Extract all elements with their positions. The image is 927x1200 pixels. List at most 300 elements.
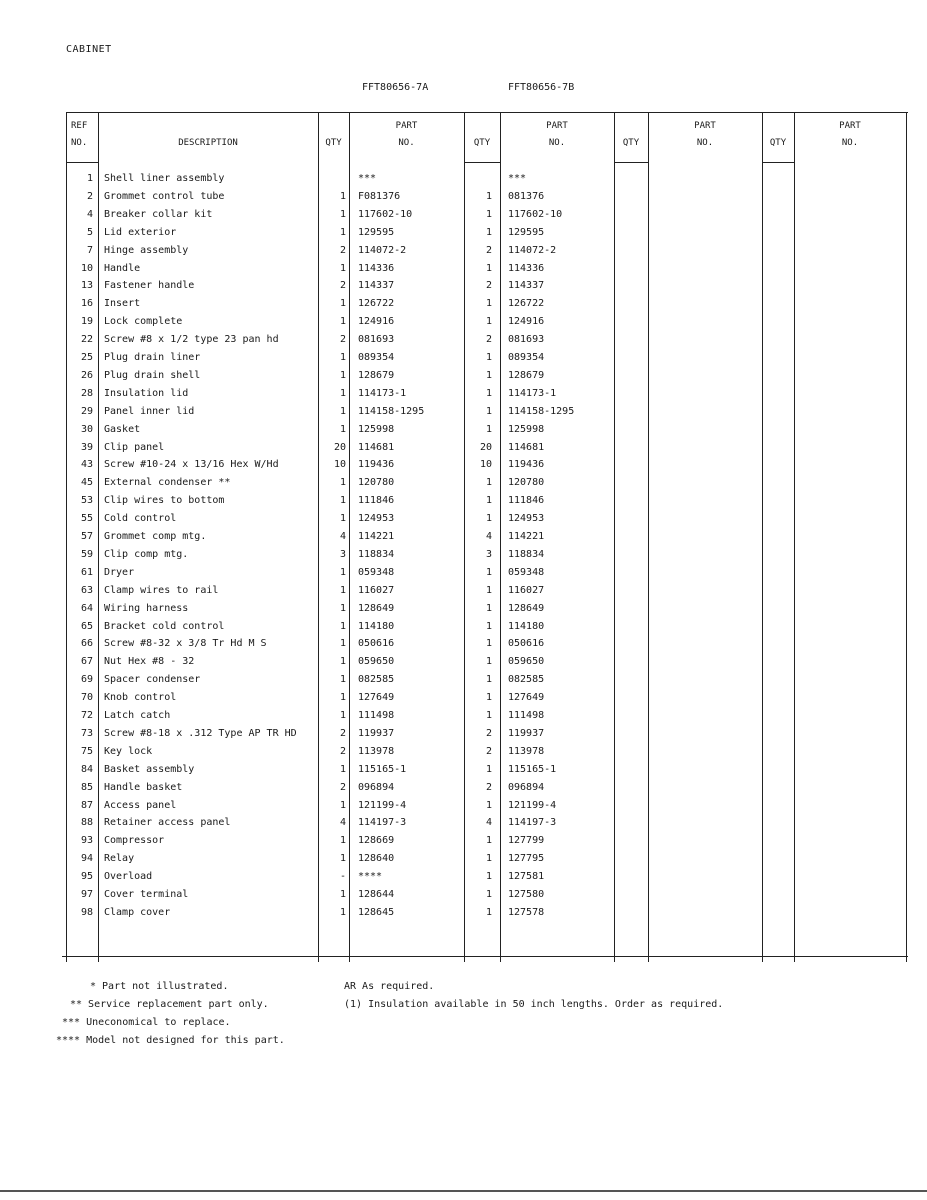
header-ref xyxy=(71,118,87,152)
part-number-model-b: 124916 xyxy=(508,316,545,328)
part-number-model-a: 119937 xyxy=(358,727,395,739)
ref-number: 45 xyxy=(80,477,93,489)
qty-model-a: 4 xyxy=(339,531,346,542)
part-description: Grommet control tube xyxy=(104,190,225,202)
part-number-model-b: 111846 xyxy=(508,495,545,507)
part-number-model-a: 111498 xyxy=(358,710,395,721)
table-row xyxy=(0,492,927,510)
ref-number: 19 xyxy=(80,316,93,328)
part-description: Screw #8-32 x 3/8 Tr Hd M S xyxy=(104,638,267,650)
header-part-b-line1: PART xyxy=(546,121,568,131)
ref-number: 5 xyxy=(86,226,93,238)
footnotes-left xyxy=(56,978,316,1050)
header-part-d-line1: PART xyxy=(839,121,861,131)
part-number-model-b: 128649 xyxy=(508,602,545,614)
header-description: DESCRIPTION xyxy=(178,138,238,148)
ref-number: 69 xyxy=(80,674,93,686)
table-row xyxy=(0,886,927,904)
table-row xyxy=(0,385,927,403)
part-description: Retainer access panel xyxy=(104,817,231,829)
footnote: *** Uneconomical to replace. xyxy=(62,1017,231,1028)
table-row xyxy=(0,725,927,743)
table-row xyxy=(0,439,927,457)
qty-model-b: 20 xyxy=(479,441,492,453)
qty-model-a: 1 xyxy=(339,692,346,704)
part-number-model-a: 096894 xyxy=(358,781,395,793)
table-row xyxy=(0,600,927,618)
part-number-model-b: 059650 xyxy=(508,656,545,668)
part-number-model-b: 118834 xyxy=(508,548,545,560)
table-row xyxy=(0,349,927,367)
qty-model-b: 2 xyxy=(485,280,492,292)
header-qty-c: QTY xyxy=(622,138,640,148)
footnote: ** Service replacement part only. xyxy=(70,999,269,1010)
qty-model-a: 1 xyxy=(339,316,346,328)
table-bottom-border xyxy=(62,956,908,957)
part-number-model-b: 114197-3 xyxy=(508,817,557,829)
qty-model-a: 1 xyxy=(339,835,346,847)
header-underline xyxy=(66,162,98,163)
part-description: Cold control xyxy=(104,513,177,525)
part-number-model-a: 114180 xyxy=(358,620,395,632)
page-title: CABINET xyxy=(66,44,112,55)
part-number-model-b: 113978 xyxy=(508,745,545,757)
part-number-model-a: 059650 xyxy=(358,656,395,668)
table-row xyxy=(0,528,927,546)
qty-model-b: 1 xyxy=(485,602,492,614)
header-part-b-line2: NO. xyxy=(548,138,566,148)
table-row xyxy=(0,313,927,331)
qty-model-a: 1 xyxy=(339,638,346,650)
qty-model-b: 1 xyxy=(485,405,492,417)
qty-model-a: 1 xyxy=(339,208,346,220)
qty-model-a: 1 xyxy=(339,298,346,310)
qty-model-b: 3 xyxy=(485,548,492,560)
part-number-model-a: 114336 xyxy=(358,262,395,274)
part-number-model-a: 089354 xyxy=(358,352,395,363)
part-number-model-a: 114337 xyxy=(358,280,395,292)
qty-model-b: 2 xyxy=(485,745,492,757)
qty-model-b: 1 xyxy=(485,566,492,578)
part-description: Plug drain shell xyxy=(104,369,201,381)
qty-model-b: 4 xyxy=(485,817,492,829)
header-part-c xyxy=(648,118,762,152)
qty-model-a: 1 xyxy=(339,656,346,668)
qty-model-a: 1 xyxy=(339,477,346,489)
part-description: Screw #8-18 x .312 Type AP TR HD xyxy=(104,727,297,739)
part-description: Plug drain liner xyxy=(104,352,201,363)
ref-number: 2 xyxy=(86,190,93,202)
qty-model-b: 1 xyxy=(485,226,492,238)
table-row xyxy=(0,761,927,779)
header-underline xyxy=(762,162,794,163)
table-row xyxy=(0,564,927,582)
part-number-model-a: 115165-1 xyxy=(358,763,407,775)
qty-model-b: 2 xyxy=(485,334,492,346)
ref-number: 66 xyxy=(80,638,93,650)
part-number-model-b: 081693 xyxy=(508,334,545,346)
qty-model-a: 1 xyxy=(339,889,346,900)
ref-number: 39 xyxy=(80,441,93,453)
part-number-model-b: 125998 xyxy=(508,423,545,435)
table-row xyxy=(0,618,927,636)
part-number-model-b: 082585 xyxy=(508,674,545,686)
header-underline xyxy=(614,162,648,163)
part-number-model-b: 127578 xyxy=(508,906,545,918)
qty-model-b: 1 xyxy=(485,298,492,310)
part-description: Shell liner assembly xyxy=(104,173,225,184)
table-row xyxy=(0,582,927,600)
table-row xyxy=(0,260,927,278)
table-top-border xyxy=(66,112,908,113)
part-number-model-b: 116027 xyxy=(508,584,545,596)
ref-number: 98 xyxy=(80,906,93,918)
qty-model-b: 2 xyxy=(485,727,492,739)
qty-model-a: 1 xyxy=(339,906,346,918)
part-description: Dryer xyxy=(104,566,135,578)
part-description: Clamp wires to rail xyxy=(104,584,219,596)
table-row xyxy=(0,779,927,797)
table-row xyxy=(0,170,927,188)
qty-model-a: 1 xyxy=(339,226,346,238)
table-row xyxy=(0,456,927,474)
table-row xyxy=(0,277,927,295)
ref-number: 75 xyxy=(80,745,93,757)
part-number-model-b: 114337 xyxy=(508,280,545,292)
qty-model-a: 1 xyxy=(339,710,346,721)
ref-number: 85 xyxy=(80,781,93,793)
qty-model-b: 1 xyxy=(485,799,492,811)
qty-model-b: 1 xyxy=(485,763,492,775)
part-description: Spacer condenser xyxy=(104,674,201,686)
qty-model-b: 1 xyxy=(485,638,492,650)
qty-model-b: 2 xyxy=(485,244,492,256)
part-description: Insert xyxy=(104,298,141,310)
table-row xyxy=(0,832,927,850)
part-number-model-a: **** xyxy=(358,871,383,883)
table-row xyxy=(0,653,927,671)
ref-number: 70 xyxy=(80,692,93,704)
part-description: Hinge assembly xyxy=(104,244,189,256)
qty-model-b: 1 xyxy=(485,369,492,381)
qty-model-a: 1 xyxy=(339,262,346,274)
qty-model-a: 2 xyxy=(339,280,346,292)
ref-number: 95 xyxy=(80,871,93,883)
page-bottom-rule xyxy=(0,1190,927,1192)
part-number-model-b: 129595 xyxy=(508,226,545,238)
part-description: Basket assembly xyxy=(104,763,195,775)
part-number-model-b: 127795 xyxy=(508,853,545,865)
qty-model-a: 1 xyxy=(339,405,346,417)
qty-model-b: 1 xyxy=(485,584,492,596)
part-number-model-a: 128640 xyxy=(358,853,395,865)
part-number-model-a: 128669 xyxy=(358,835,395,847)
table-row xyxy=(0,206,927,224)
part-number-model-a: 081693 xyxy=(358,334,395,346)
part-number-model-a: 129595 xyxy=(358,226,395,238)
qty-model-b: 2 xyxy=(485,781,492,793)
part-description: Gasket xyxy=(104,423,141,435)
ref-number: 72 xyxy=(80,710,93,721)
part-number-model-b: 111498 xyxy=(508,710,545,721)
table-row xyxy=(0,671,927,689)
part-number-model-b: 121199-4 xyxy=(508,799,557,811)
part-number-model-b: 119937 xyxy=(508,727,545,739)
header-qty-b: QTY xyxy=(473,138,491,148)
footnote: (1) Insulation available in 50 inch lengths. Order as required. xyxy=(344,999,724,1010)
header-underline xyxy=(464,162,500,163)
part-description: Access panel xyxy=(104,799,177,811)
part-number-model-a: F081376 xyxy=(358,190,401,202)
ref-number: 4 xyxy=(86,208,93,220)
part-description: Knob control xyxy=(104,692,177,704)
ref-number: 29 xyxy=(80,405,93,417)
part-description: Key lock xyxy=(104,745,153,757)
qty-model-b: 1 xyxy=(485,835,492,847)
qty-model-a: 1 xyxy=(339,387,346,399)
qty-model-b: 4 xyxy=(485,531,492,542)
part-number-model-b: 096894 xyxy=(508,781,545,793)
qty-model-b: 1 xyxy=(485,495,492,507)
header-qty-d: QTY xyxy=(769,138,787,148)
qty-model-b: 1 xyxy=(485,190,492,202)
part-description: Compressor xyxy=(104,835,165,847)
qty-model-b: 1 xyxy=(485,674,492,686)
part-description: Nut Hex #8 - 32 xyxy=(104,656,195,668)
qty-model-a: 4 xyxy=(339,817,346,829)
part-number-model-a: 119436 xyxy=(358,459,395,471)
qty-model-b: 1 xyxy=(485,423,492,435)
table-row xyxy=(0,904,927,922)
header-part-c-line2: NO. xyxy=(696,138,714,148)
table-row xyxy=(0,868,927,886)
ref-number: 84 xyxy=(80,763,93,775)
header-part-d-line2: NO. xyxy=(841,138,859,148)
part-number-model-b: 114158-1295 xyxy=(508,405,575,417)
qty-model-a: 1 xyxy=(339,566,346,578)
ref-number: 13 xyxy=(80,280,93,292)
ref-number: 67 xyxy=(80,656,93,668)
part-number-model-a: 125998 xyxy=(358,423,395,435)
ref-number: 87 xyxy=(80,799,93,811)
qty-model-a: 1 xyxy=(339,674,346,686)
part-description: Clip panel xyxy=(104,441,165,453)
table-row xyxy=(0,546,927,564)
header-part-a-line2: NO. xyxy=(398,138,415,148)
part-number-model-a: 128679 xyxy=(358,369,395,381)
table-row xyxy=(0,403,927,421)
part-description: Clip wires to bottom xyxy=(104,495,225,507)
table-row xyxy=(0,850,927,868)
part-number-model-a: 120780 xyxy=(358,477,395,489)
qty-model-a: 2 xyxy=(339,334,346,346)
ref-number: 73 xyxy=(80,727,93,739)
ref-number: 43 xyxy=(80,459,93,471)
part-number-model-a: 114221 xyxy=(358,531,395,542)
part-number-model-b: 127580 xyxy=(508,889,545,900)
table-row xyxy=(0,743,927,761)
table-row xyxy=(0,224,927,242)
qty-model-a: 1 xyxy=(339,763,346,775)
part-number-model-a: 128649 xyxy=(358,602,395,614)
ref-number: 10 xyxy=(80,262,93,274)
ref-number: 94 xyxy=(80,853,93,865)
table-row xyxy=(0,635,927,653)
qty-model-a: 1 xyxy=(339,423,346,435)
part-number-model-a: 114158-1295 xyxy=(358,405,425,417)
part-number-model-a: 114072-2 xyxy=(358,244,407,256)
qty-model-b: 1 xyxy=(485,710,492,721)
ref-number: 57 xyxy=(80,531,93,542)
part-number-model-b: 089354 xyxy=(508,352,545,363)
part-number-model-b: 114221 xyxy=(508,531,545,542)
qty-model-b: 1 xyxy=(485,889,492,900)
part-number-model-b: 120780 xyxy=(508,477,545,489)
ref-number: 22 xyxy=(80,334,93,346)
part-number-model-a: 118834 xyxy=(358,548,395,560)
qty-model-a: 1 xyxy=(339,602,346,614)
part-number-model-b: 050616 xyxy=(508,638,545,650)
part-description: Clamp cover xyxy=(104,906,171,918)
part-description: Clip comp mtg. xyxy=(104,548,189,560)
ref-number: 30 xyxy=(80,423,93,435)
part-number-model-b: *** xyxy=(508,173,527,184)
ref-number: 97 xyxy=(80,889,93,900)
ref-number: 61 xyxy=(80,566,93,578)
qty-model-a: 10 xyxy=(333,459,346,471)
qty-model-b: 1 xyxy=(485,513,492,525)
part-number-model-a: *** xyxy=(358,173,377,184)
footnote: * Part not illustrated. xyxy=(90,981,229,992)
qty-model-a: 1 xyxy=(339,799,346,811)
ref-number: 93 xyxy=(80,835,93,847)
part-number-model-a: 114173-1 xyxy=(358,387,407,399)
part-number-model-a: 116027 xyxy=(358,584,395,596)
qty-model-b: 1 xyxy=(485,692,492,704)
part-description: Screw #10-24 x 13/16 Hex W/Hd xyxy=(104,459,279,471)
part-number-model-b: 124953 xyxy=(508,513,545,525)
table-row xyxy=(0,510,927,528)
part-number-model-a: 117602-10 xyxy=(358,208,413,220)
qty-model-b: 1 xyxy=(485,387,492,399)
part-description: Cover terminal xyxy=(104,889,189,900)
qty-model-a: - xyxy=(339,871,346,883)
part-description: Breaker collar kit xyxy=(104,208,213,220)
part-description: Fastener handle xyxy=(104,280,195,292)
qty-model-a: 1 xyxy=(339,352,346,363)
part-description: Screw #8 x 1/2 type 23 pan hd xyxy=(104,334,279,346)
table-row xyxy=(0,689,927,707)
table-row xyxy=(0,474,927,492)
part-number-model-b: 127649 xyxy=(508,692,545,704)
qty-model-b: 1 xyxy=(485,352,492,363)
part-number-model-b: 114180 xyxy=(508,620,545,632)
table-row xyxy=(0,367,927,385)
part-number-model-a: 128644 xyxy=(358,889,395,900)
qty-model-a: 1 xyxy=(339,620,346,632)
part-number-model-b: 114072-2 xyxy=(508,244,557,256)
header-part-a-line1: PART xyxy=(395,121,418,131)
part-number-model-b: 126722 xyxy=(508,298,545,310)
ref-number: 28 xyxy=(80,387,93,399)
part-number-model-a: 050616 xyxy=(358,638,395,650)
table-row xyxy=(0,242,927,260)
part-number-model-a: 124953 xyxy=(358,513,395,525)
footnote: AR As required. xyxy=(344,981,435,992)
header-qty-a: QTY xyxy=(325,138,342,148)
qty-model-b: 10 xyxy=(479,459,492,471)
part-description: External condenser ** xyxy=(104,477,231,489)
part-number-model-a: 114197-3 xyxy=(358,817,407,829)
qty-model-a: 2 xyxy=(339,244,346,256)
part-number-model-b: 114336 xyxy=(508,262,545,274)
ref-number: 25 xyxy=(80,352,93,363)
part-number-model-a: 059348 xyxy=(358,566,395,578)
qty-model-a: 1 xyxy=(339,853,346,865)
part-number-model-b: 114681 xyxy=(508,441,545,453)
part-description: Wiring harness xyxy=(104,602,189,614)
model-number-b: FFT80656-7B xyxy=(508,82,575,93)
header-part-b xyxy=(500,118,614,152)
part-description: Lid exterior xyxy=(104,226,177,238)
qty-model-b: 1 xyxy=(485,871,492,883)
qty-model-a: 1 xyxy=(339,495,346,507)
ref-number: 26 xyxy=(80,369,93,381)
part-number-model-a: 127649 xyxy=(358,692,395,704)
footnote: **** Model not designed for this part. xyxy=(56,1035,285,1046)
part-number-model-a: 121199-4 xyxy=(358,799,407,811)
header-ref-line2: NO. xyxy=(71,138,88,148)
table-row xyxy=(0,331,927,349)
ref-number: 63 xyxy=(80,584,93,596)
part-number-model-b: 115165-1 xyxy=(508,763,557,775)
part-description: Bracket cold control xyxy=(104,620,225,632)
qty-model-b: 1 xyxy=(485,906,492,918)
qty-model-a: 3 xyxy=(339,548,346,560)
part-description: Overload xyxy=(104,871,153,883)
ref-number: 16 xyxy=(80,298,93,310)
qty-model-a: 1 xyxy=(339,584,346,596)
qty-model-a: 1 xyxy=(339,369,346,381)
qty-model-b: 1 xyxy=(485,853,492,865)
part-description: Relay xyxy=(104,853,135,865)
part-number-model-a: 124916 xyxy=(358,316,395,328)
footnotes-right xyxy=(344,978,723,1014)
part-number-model-b: 127581 xyxy=(508,871,545,883)
part-number-model-a: 128645 xyxy=(358,906,395,918)
part-description: Insulation lid xyxy=(104,387,189,399)
ref-number: 59 xyxy=(80,548,93,560)
qty-model-b: 1 xyxy=(485,208,492,220)
ref-number: 7 xyxy=(86,244,93,256)
ref-number: 55 xyxy=(80,513,93,525)
table-row xyxy=(0,707,927,725)
part-description: Panel inner lid xyxy=(104,405,195,417)
qty-model-a: 2 xyxy=(339,781,346,793)
part-number-model-b: 117602-10 xyxy=(508,208,563,220)
ref-number: 53 xyxy=(80,495,93,507)
table-row xyxy=(0,797,927,815)
part-description: Handle xyxy=(104,262,141,274)
ref-number: 1 xyxy=(86,173,93,184)
part-description: Latch catch xyxy=(104,710,171,721)
part-number-model-b: 119436 xyxy=(508,459,545,471)
header-part-c-line1: PART xyxy=(694,121,716,131)
table-row xyxy=(0,188,927,206)
qty-model-a: 2 xyxy=(339,745,346,757)
ref-number: 64 xyxy=(80,602,93,614)
part-number-model-b: 128679 xyxy=(508,369,545,381)
